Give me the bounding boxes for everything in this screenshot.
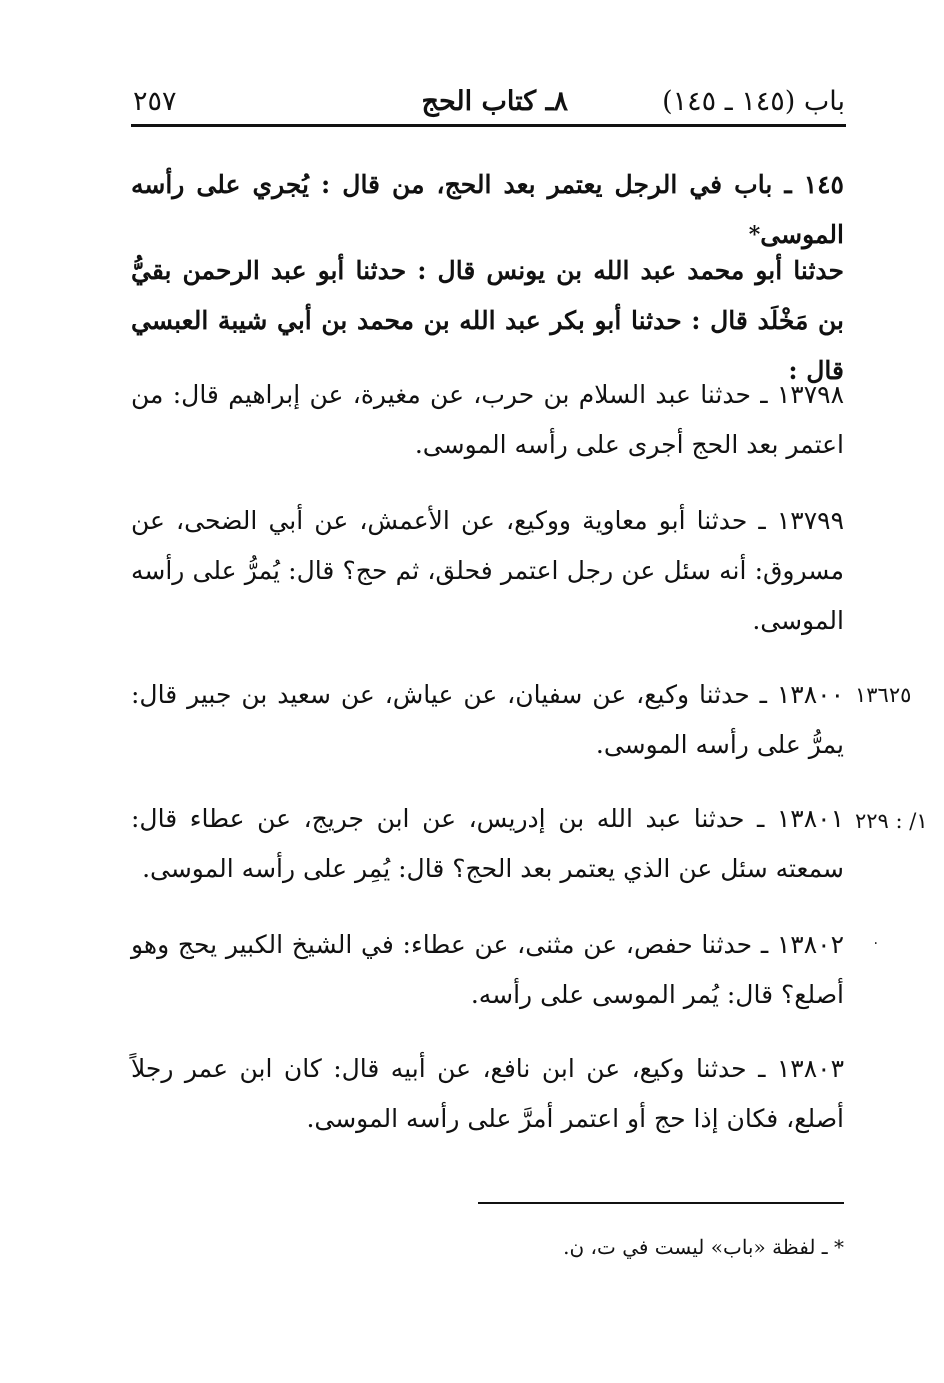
hadith-13798: ١٣٧٩٨ ـ حدثنا عبد السلام بن حرب، عن مغيرة، عن إبراهيم قال: من اعتمر بعد الحج أجرى على رأسه الموسى. (131, 380, 844, 459)
hadith-13801: ١٣٨٠١ ـ حدثنا عبد الله بن إدريس، عن ابن جريج، عن عطاء قال: سمعته سئل عن الذي يعتمر بعد الحج؟ قال: يُمِر على رأسه الموسى. (131, 804, 844, 883)
header-rule (131, 124, 846, 127)
footnote-rule (478, 1202, 844, 1204)
page-number: ٢٥٧ (133, 86, 177, 117)
margin-note-marker: ٠ (872, 935, 880, 951)
margin-note-cross-reference: ١٣٦٢٥ (855, 683, 912, 707)
margin-note-volume-page: ١/ : ٢٢٩ (855, 809, 928, 833)
header-book-title: ٨ـ كتاب الحج (421, 86, 568, 117)
isnad: حدثنا أبو محمد عبد الله بن يونس قال : حدثنا أبو عبد الرحمن بقيُّ بن مَخْلَد قال : حدثنا أبو بكر عبد الله بن محمد بن أبي شيبة العبسي قال : (131, 256, 844, 385)
hadith-13803: ١٣٨٠٣ ـ حدثنا وكيع، عن ابن نافع، عن أبيه قال: كان ابن عمر رجلاً أصلع، فكان إذا حج أو اعتمر أمرَّ على رأسه الموسى. (131, 1054, 844, 1133)
hadith-13802: ١٣٨٠٢ ـ حدثنا حفص، عن مثنى، عن عطاء: في الشيخ الكبير يحج وهو أصلع؟ قال: يُمر الموسى على رأسه. (131, 930, 844, 1009)
header-chapter-range: باب (١٤٥ ـ ١٤٥) (662, 86, 845, 117)
chapter-title (131, 160, 844, 260)
footnote: * ـ لفظة «باب» ليست في ت، ن. (563, 1235, 844, 1259)
footnote-marker: * (748, 222, 761, 248)
hadith-13800: ١٣٨٠٠ ـ حدثنا وكيع، عن سفيان، عن عياش، عن سعيد بن جبير قال: يمرُّ على رأسه الموسى. (131, 680, 844, 759)
chapter-title-text: ١٤٥ ـ باب في الرجل يعتمر بعد الحج، من قال : يُجري على رأسه الموسى (131, 170, 844, 249)
running-header (133, 82, 845, 122)
hadith-13799: ١٣٧٩٩ ـ حدثنا أبو معاوية ووكيع، عن الأعمش، عن أبي الضحى، عن مسروق: أنه سئل عن رجل اعتمر فحلق، ثم حج؟ قال: يُمرُّ على رأسه الموسى. (131, 506, 844, 635)
